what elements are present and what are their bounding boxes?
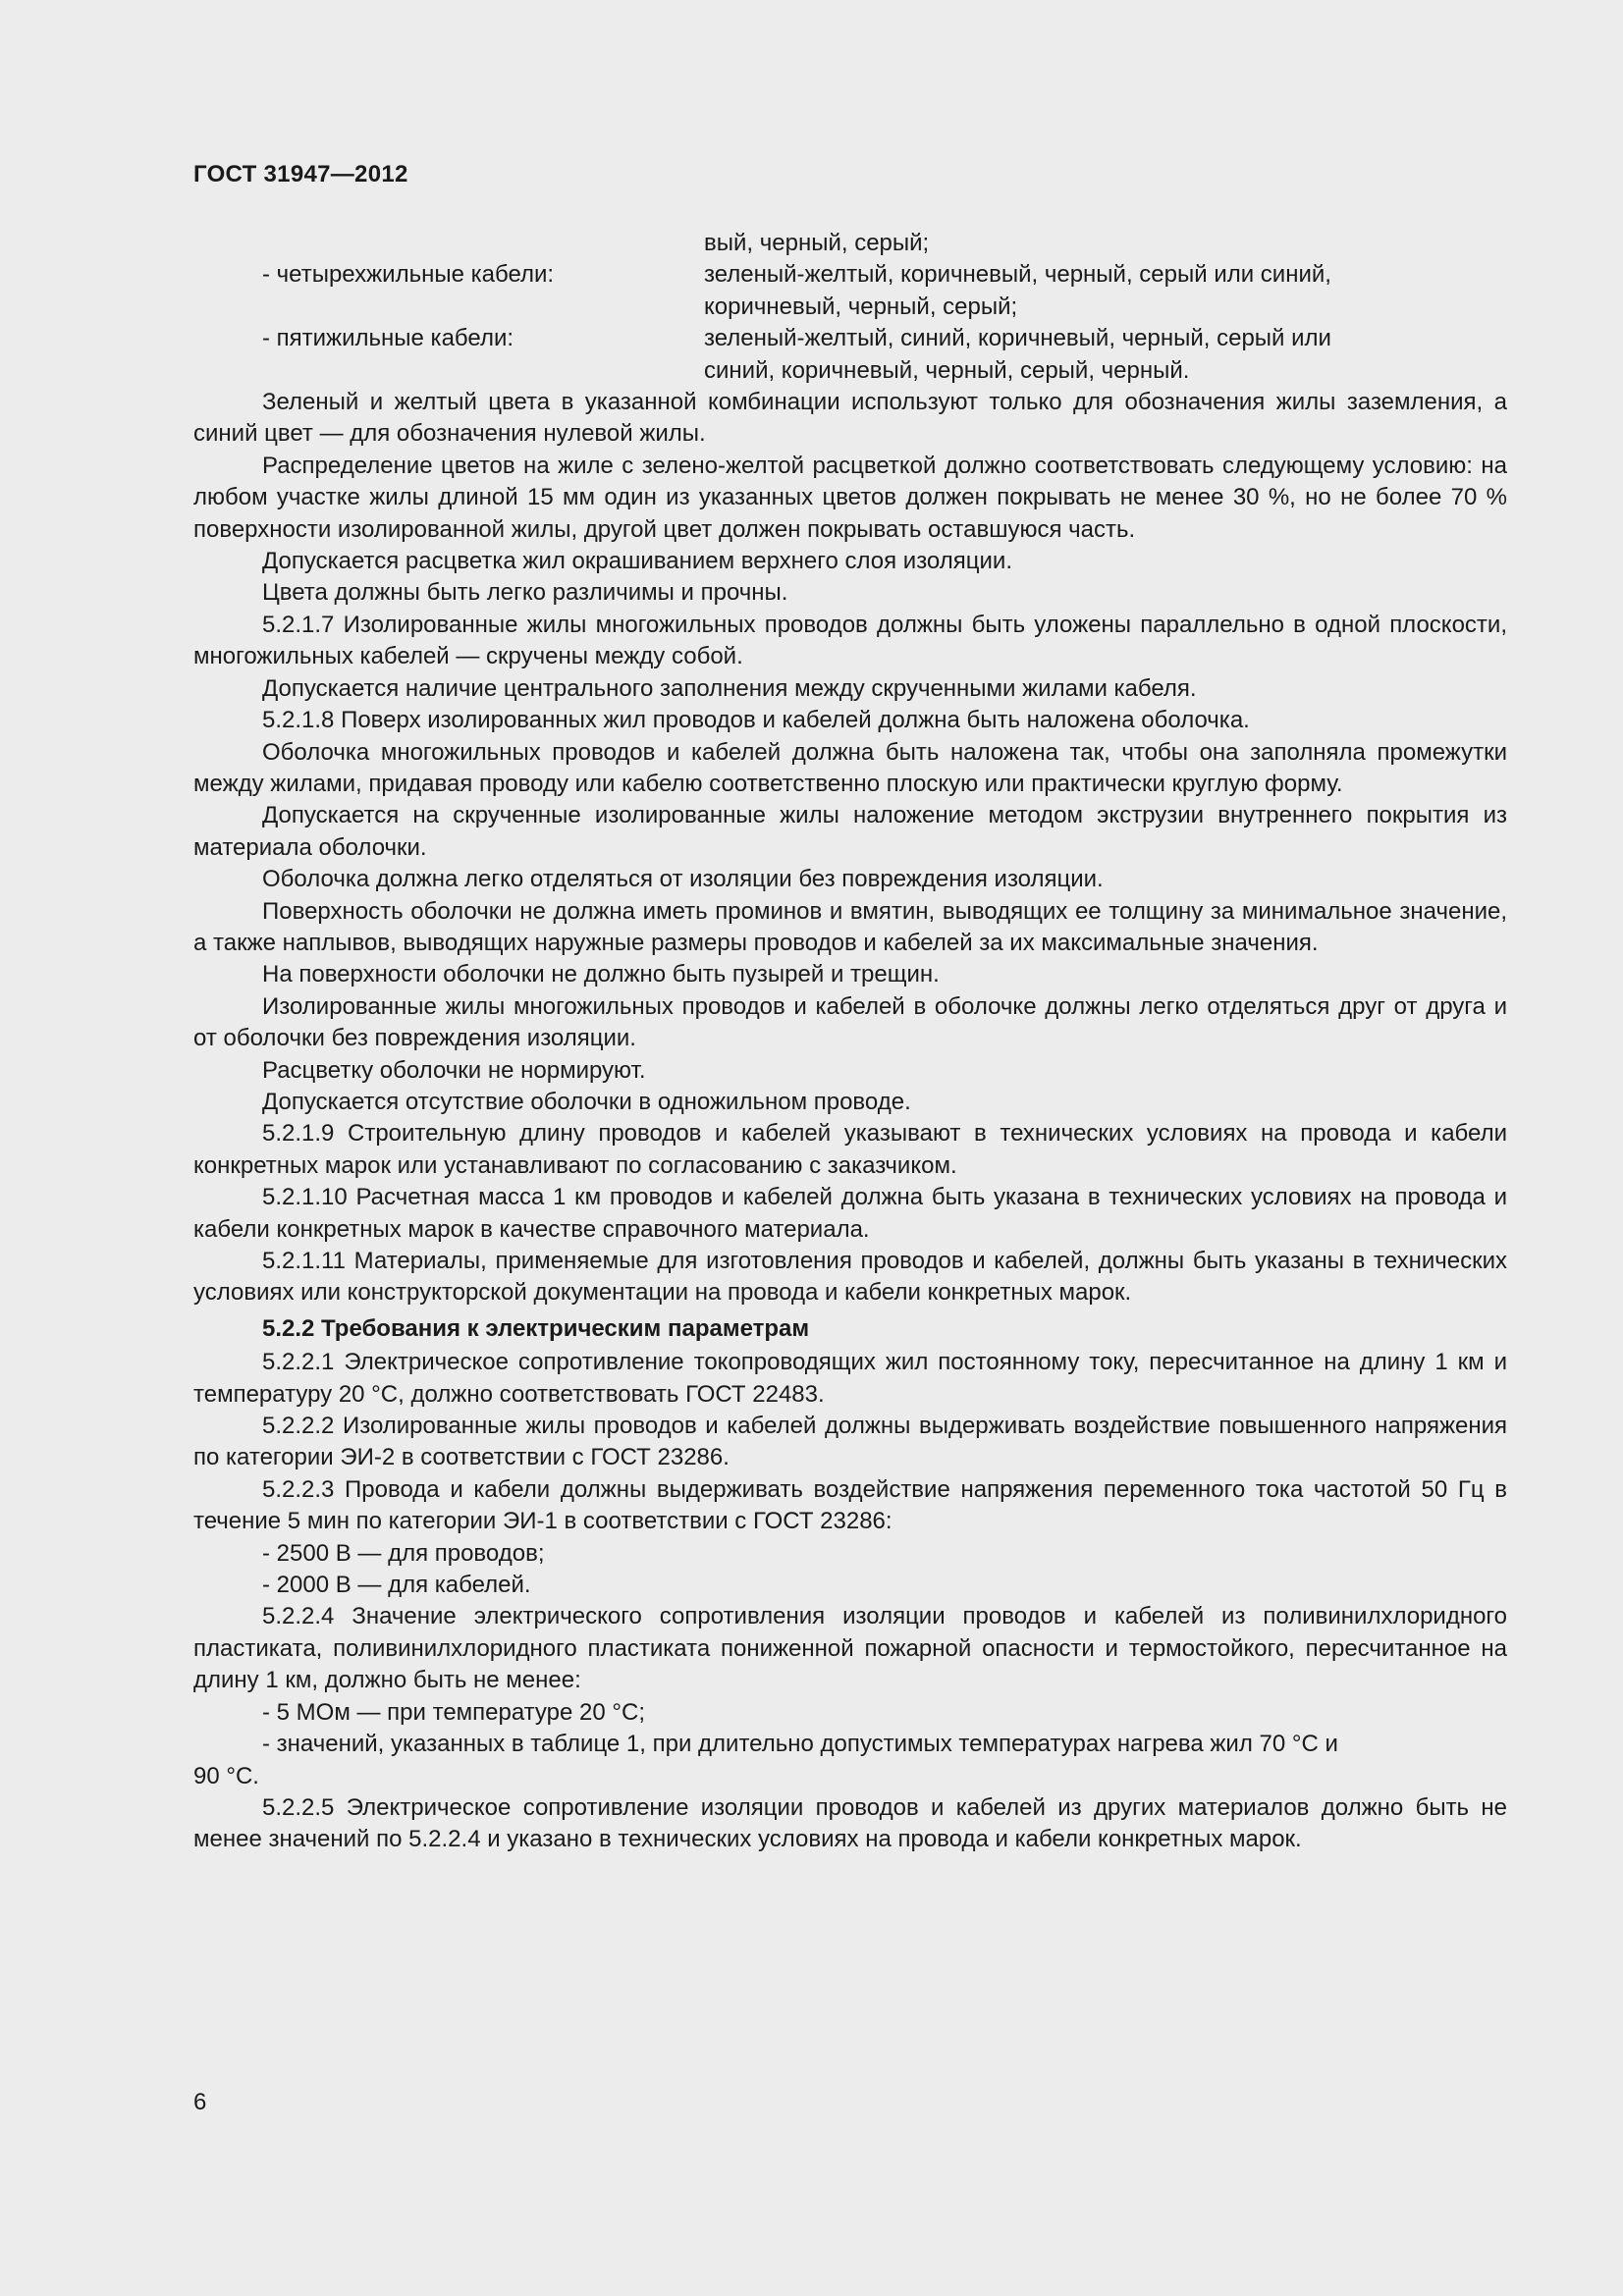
definition-desc: зеленый-желтый, коричневый, черный, серый или синий,	[704, 261, 1331, 289]
list-item: - 5 МОм — при температуре 20 °С;	[262, 1698, 645, 1726]
section-heading: 5.2.2 Требования к электрическим параметрам	[262, 1314, 810, 1342]
paragraph: 5.2.2.3 Провода и кабели должны выдерживать воздействие напряжения переменного тока частотой 50 Гц в течение 5 мин по категории ЭИ-1 в соответствии с ГОСТ 23286:	[193, 1475, 1507, 1535]
paragraph: 5.2.1.11 Материалы, применяемые для изготовления проводов и кабелей, должны быть указаны в технических условиях или конструкторской документации на провода и кабели конкретных марок.	[193, 1248, 1507, 1307]
paragraph: 5.2.1.9 Строительную длину проводов и кабелей указывают в технических условиях на провода и кабели конкретных марок или устанавливают по согласованию с заказчиком.	[193, 1120, 1507, 1179]
paragraph: 5.2.2.2 Изолированные жилы проводов и кабелей должны выдерживать воздействие повышенного напряжения по категории ЭИ-2 в соответствии с ГОСТ 23286.	[193, 1413, 1507, 1471]
paragraph: 5.2.1.10 Расчетная масса 1 км проводов и кабелей должна быть указана в технических условиях на провода и кабели конкретных марок в качестве справочного материала.	[193, 1184, 1507, 1243]
list-continuation: синий, коричневый, черный, серый, черный.	[704, 356, 1190, 384]
document-body	[193, 228, 1507, 1856]
definition-row	[193, 323, 1507, 354]
paragraph: 5.2.1.8 Поверх изолированных жил проводов и кабелей должна быть наложена оболочка.	[262, 707, 1250, 734]
definition-term: - четырехжильные кабели:	[262, 261, 555, 289]
page-number: 6	[193, 2089, 207, 2115]
list-item: - значений, указанных в таблице 1, при длительно допустимых температурах нагрева жил 70 °С и	[262, 1731, 1338, 1758]
paragraph: Оболочка многожильных проводов и кабелей должна быть наложена так, чтобы она заполняла промежутки между жилами, придавая проводу или кабелю соответственно плоскую или практически круглую форму.	[193, 738, 1507, 797]
paragraph: Изолированные жилы многожильных проводов и кабелей в оболочке должны легко отделяться друг от друга и от оболочки без повреждения изоляции.	[193, 992, 1507, 1052]
paragraph: Допускается наличие центрального заполнения между скрученными жилами кабеля.	[262, 674, 1197, 702]
paragraph: Цвета должны быть легко различимы и прочны.	[262, 579, 788, 607]
paragraph: Допускается на скрученные изолированные жилы наложение методом экструзии внутреннего покрытия из материала оболочки.	[193, 802, 1507, 861]
paragraph: 5.2.2.1 Электрическое сопротивление токопроводящих жил постоянному току, пересчитанное на длину 1 км и температуру 20 °С, должно соответствовать ГОСТ 22483.	[193, 1349, 1507, 1408]
paragraph: Оболочка должна легко отделяться от изоляции без повреждения изоляции.	[262, 866, 1104, 893]
paragraph: Допускается расцветка жил окрашиванием верхнего слоя изоляции.	[262, 548, 1012, 575]
paragraph: Поверхность оболочки не должна иметь проминов и вмятин, выводящих ее толщину за минимальное значение, а также наплывов, выводящих наружные размеры проводов и кабелей за их максимальные значения.	[193, 897, 1507, 956]
paragraph: Распределение цветов на жиле с зелено-желтой расцветкой должно соответствовать следующему условию: на любом участке жилы длиной 15 мм один из указанных цветов должен покрывать не менее 30 %, но не более 70 % поверхности изолированной жилы, другой цвет должен покрывать оставшуюся часть.	[193, 452, 1507, 543]
paragraph: Зеленый и желтый цвета в указанной комбинации используют только для обозначения жилы заземления, а синий цвет — для обозначения нулевой жилы.	[193, 389, 1507, 448]
document-header: ГОСТ 31947—2012	[193, 161, 408, 187]
paragraph: 5.2.2.4 Значение электрического сопротивления изоляции проводов и кабелей из поливинилхлоридного пластиката, поливинилхлоридного пластиката пониженной пожарной опасности и термостойкого, пересчитанное на длину 1 км, должно быть не менее:	[193, 1603, 1507, 1694]
paragraph: 5.2.1.7 Изолированные жилы многожильных проводов должны быть уложены параллельно в одной плоскости, многожильных кабелей — скручены между собой.	[193, 611, 1507, 670]
definition-term: - пятижильные кабели:	[262, 325, 514, 352]
list-item-continuation: 90 °С.	[193, 1762, 259, 1789]
list-item: - 2500 В — для проводов;	[262, 1539, 545, 1567]
paragraph: Допускается отсутствие оболочки в одножильном проводе.	[262, 1088, 911, 1115]
list-continuation: вый, черный, серый;	[704, 230, 930, 256]
paragraph: 5.2.2.5 Электрическое сопротивление изоляции проводов и кабелей из других материалов должно быть не менее значений по 5.2.2.4 и указано в технических условиях на провода и кабели конкретных марок.	[193, 1793, 1507, 1853]
paragraph: Расцветку оболочки не нормируют.	[262, 1056, 646, 1084]
list-item: - 2000 В — для кабелей.	[262, 1572, 531, 1599]
definition-row	[193, 259, 1507, 291]
definition-desc: зеленый-желтый, синий, коричневый, черный, серый или	[704, 325, 1331, 352]
paragraph: На поверхности оболочки не должно быть пузырей и трещин.	[262, 961, 940, 988]
list-continuation: коричневый, черный, серый;	[704, 293, 1018, 320]
